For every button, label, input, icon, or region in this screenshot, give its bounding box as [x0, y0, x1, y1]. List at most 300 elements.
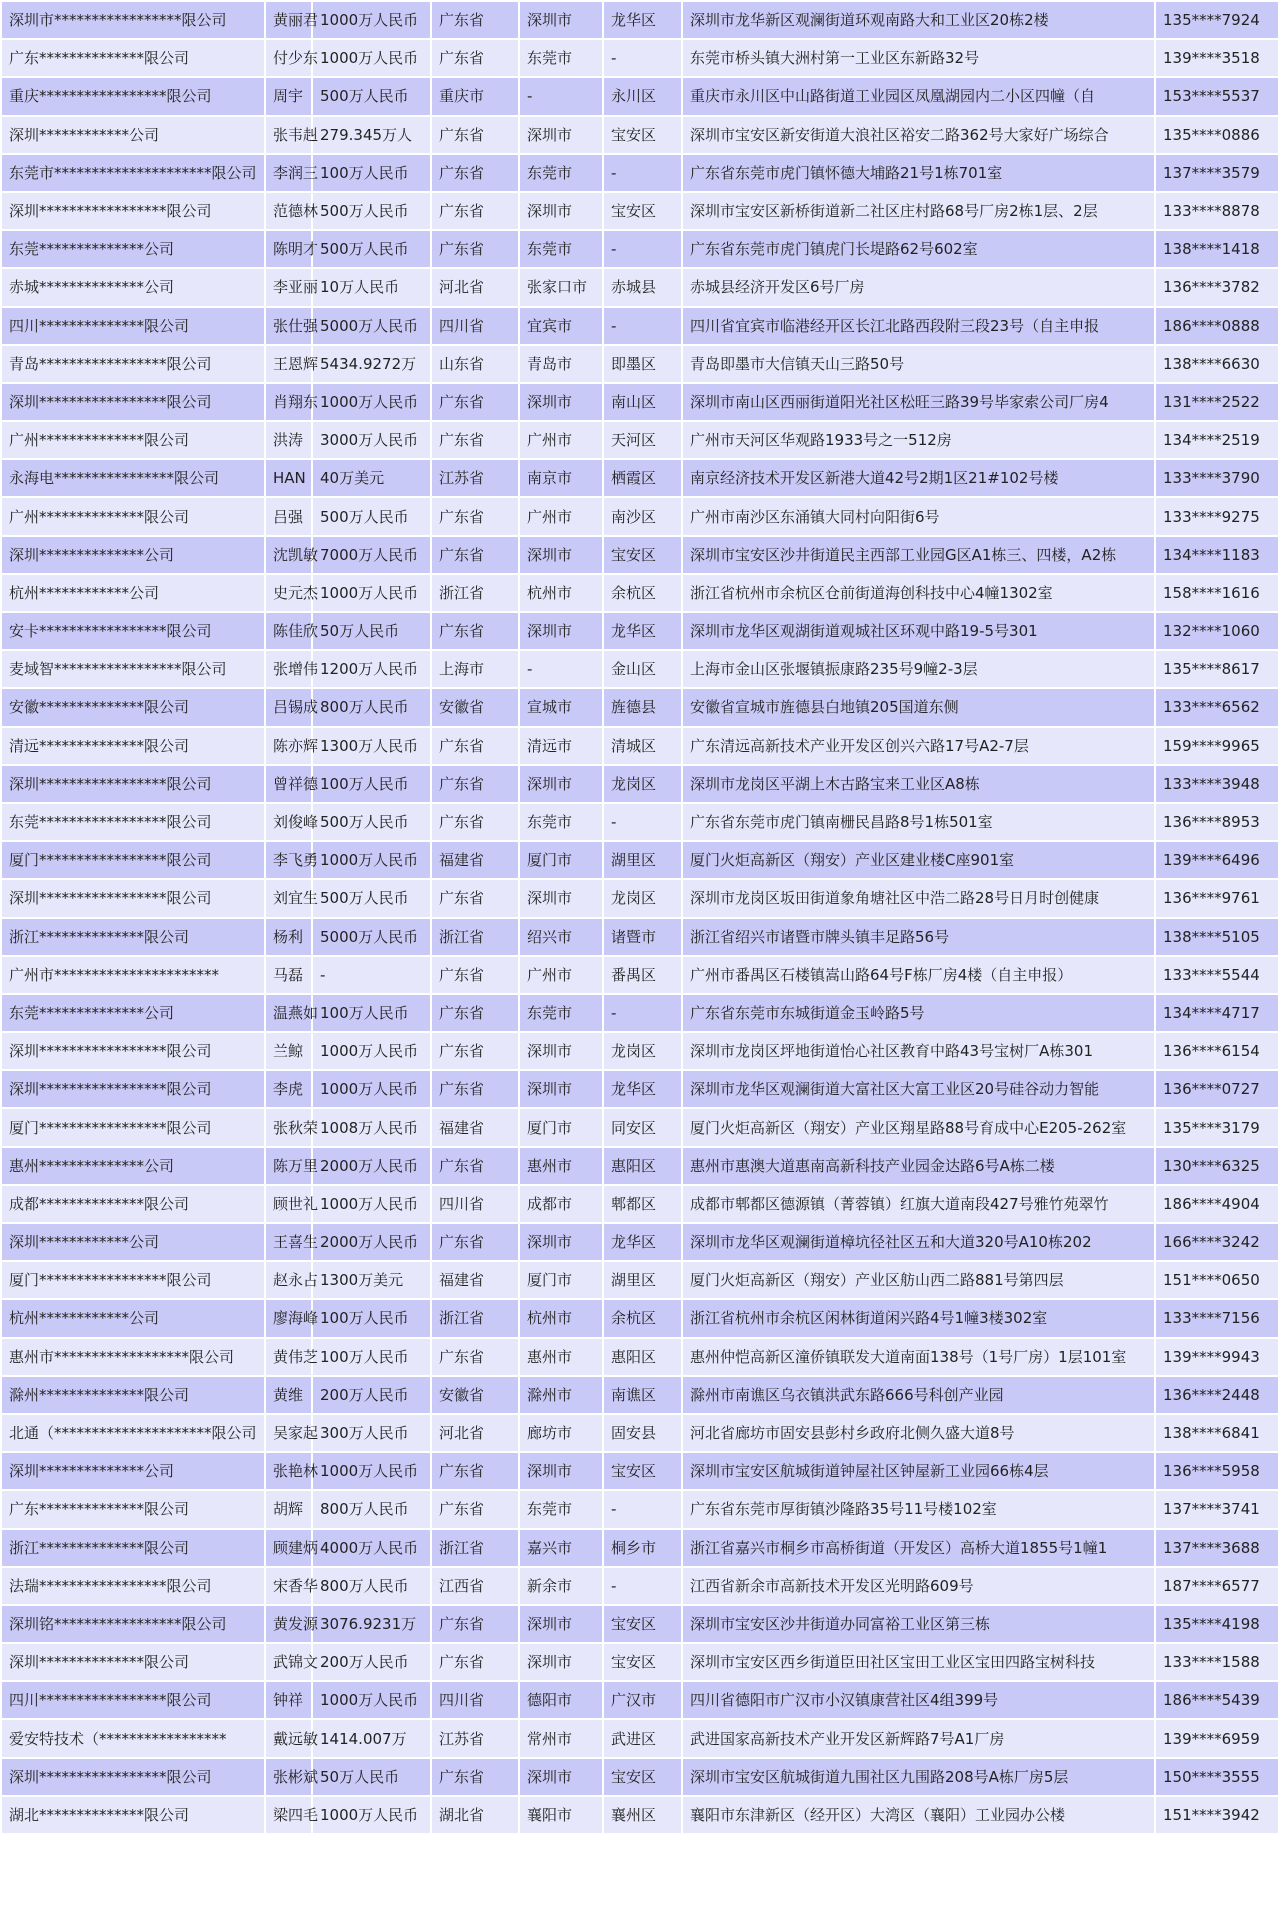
table-row	[2, 1224, 1278, 1260]
province-cell: 江苏省	[432, 1720, 518, 1756]
city-cell: 深圳市	[520, 117, 602, 153]
legal-person-cell: 赵永占	[266, 1262, 311, 1298]
address-cell: 惠州仲恺高新区潼侨镇联发大道南面138号（1号厂房）1层101室	[683, 1339, 1154, 1375]
district-cell: 郫都区	[604, 1186, 681, 1222]
legal-person-cell: 史元杰	[266, 575, 311, 611]
registered-capital-cell: 5000万人民币	[313, 308, 430, 344]
table-row	[2, 155, 1278, 191]
company-name-cell: 深圳************公司	[2, 1224, 264, 1260]
legal-person-cell: 陈亦辉	[266, 728, 311, 764]
registered-capital-cell: 3076.9231万	[313, 1606, 430, 1642]
legal-person-cell: 杨利	[266, 919, 311, 955]
phone-cell: 135****4198	[1156, 1606, 1278, 1642]
city-cell: 深圳市	[520, 193, 602, 229]
registered-capital-cell: 1000万人民币	[313, 2, 430, 38]
legal-person-cell: 李飞勇	[266, 842, 311, 878]
city-cell: 深圳市	[520, 2, 602, 38]
table-row	[2, 1300, 1278, 1336]
address-cell: 广东省东莞市东城街道金玉岭路5号	[683, 995, 1154, 1031]
phone-cell: 133****3948	[1156, 766, 1278, 802]
phone-cell: 136****3782	[1156, 269, 1278, 305]
address-cell: 深圳市宝安区新安街道大浪社区裕安二路362号大家好广场综合	[683, 117, 1154, 153]
legal-person-cell: 范德林	[266, 193, 311, 229]
district-cell: 金山区	[604, 651, 681, 687]
registered-capital-cell: 1000万人民币	[313, 384, 430, 420]
company-name-cell: 清远**************限公司	[2, 728, 264, 764]
company-name-cell: 广东**************限公司	[2, 1491, 264, 1527]
district-cell: 南谯区	[604, 1377, 681, 1413]
table-row	[2, 613, 1278, 649]
city-cell: -	[520, 78, 602, 114]
phone-cell: 136****2448	[1156, 1377, 1278, 1413]
city-cell: 成都市	[520, 1186, 602, 1222]
legal-person-cell: 王恩辉	[266, 346, 311, 382]
table-row	[2, 193, 1278, 229]
company-name-cell: 安徽**************限公司	[2, 689, 264, 725]
phone-cell: 136****8953	[1156, 804, 1278, 840]
legal-person-cell: 沈凯敏	[266, 537, 311, 573]
district-cell: 宝安区	[604, 537, 681, 573]
registered-capital-cell: 200万人民币	[313, 1644, 430, 1680]
address-cell: 深圳市宝安区沙井街道民主西部工业园G区A1栋三、四楼，A2栋	[683, 537, 1154, 573]
phone-cell: 138****6630	[1156, 346, 1278, 382]
city-cell: 东莞市	[520, 804, 602, 840]
phone-cell: 136****9761	[1156, 880, 1278, 916]
phone-cell: 134****2519	[1156, 422, 1278, 458]
district-cell: 龙华区	[604, 1224, 681, 1260]
company-name-cell: 惠州**************公司	[2, 1148, 264, 1184]
city-cell: 德阳市	[520, 1682, 602, 1718]
address-cell: 深圳市龙岗区平湖上木古路宝来工业区A8栋	[683, 766, 1154, 802]
city-cell: 厦门市	[520, 1109, 602, 1145]
phone-cell: 134****1183	[1156, 537, 1278, 573]
province-cell: 广东省	[432, 766, 518, 802]
phone-cell: 187****6577	[1156, 1568, 1278, 1604]
address-cell: 滁州市南谯区乌衣镇洪武东路666号科创产业园	[683, 1377, 1154, 1413]
province-cell: 广东省	[432, 231, 518, 267]
legal-person-cell: 黄发源	[266, 1606, 311, 1642]
company-name-cell: 深圳*****************限公司	[2, 1071, 264, 1107]
legal-person-cell: 王喜生	[266, 1224, 311, 1260]
district-cell: 同安区	[604, 1109, 681, 1145]
company-name-cell: 湖北**************限公司	[2, 1797, 264, 1833]
company-name-cell: 北通（*********************限公司	[2, 1415, 264, 1451]
legal-person-cell: 刘俊峰	[266, 804, 311, 840]
district-cell: 即墨区	[604, 346, 681, 382]
legal-person-cell: 刘宜生	[266, 880, 311, 916]
legal-person-cell: 宋香华	[266, 1568, 311, 1604]
city-cell: 广州市	[520, 422, 602, 458]
district-cell: 惠阳区	[604, 1148, 681, 1184]
city-cell: 廊坊市	[520, 1415, 602, 1451]
company-name-cell: 滁州**************限公司	[2, 1377, 264, 1413]
legal-person-cell: 李亚丽	[266, 269, 311, 305]
company-name-cell: 深圳*****************限公司	[2, 1759, 264, 1795]
registered-capital-cell: 100万人民币	[313, 766, 430, 802]
phone-cell: 133****9275	[1156, 498, 1278, 534]
district-cell: 旌德县	[604, 689, 681, 725]
district-cell: 广汉市	[604, 1682, 681, 1718]
province-cell: 重庆市	[432, 78, 518, 114]
phone-cell: 186****4904	[1156, 1186, 1278, 1222]
district-cell: 宝安区	[604, 117, 681, 153]
registered-capital-cell: 100万人民币	[313, 995, 430, 1031]
city-cell: 厦门市	[520, 1262, 602, 1298]
legal-person-cell: 张增伟	[266, 651, 311, 687]
district-cell: 湖里区	[604, 1262, 681, 1298]
address-cell: 深圳市龙华新区观澜街道环观南路大和工业区20栋2楼	[683, 2, 1154, 38]
legal-person-cell: 顾建炳	[266, 1530, 311, 1566]
phone-cell: 135****3179	[1156, 1109, 1278, 1145]
address-cell: 广东清远高新技术产业开发区创兴六路17号A2-7层	[683, 728, 1154, 764]
address-cell: 武进国家高新技术产业开发区新辉路7号A1厂房	[683, 1720, 1154, 1756]
company-name-cell: 东莞**************公司	[2, 231, 264, 267]
registered-capital-cell: 1008万人民币	[313, 1109, 430, 1145]
registered-capital-cell: 5434.9272万	[313, 346, 430, 382]
address-cell: 深圳市龙岗区坂田街道象角塘社区中浩二路28号日月时创健康	[683, 880, 1154, 916]
province-cell: 福建省	[432, 842, 518, 878]
table-row	[2, 422, 1278, 458]
table-row	[2, 575, 1278, 611]
company-name-cell: 深圳*****************限公司	[2, 384, 264, 420]
district-cell: 湖里区	[604, 842, 681, 878]
registered-capital-cell: 1200万人民币	[313, 651, 430, 687]
district-cell: -	[604, 308, 681, 344]
address-cell: 安徽省宣城市旌德县白地镇205国道东侧	[683, 689, 1154, 725]
legal-person-cell: 曾祥德	[266, 766, 311, 802]
table-row	[2, 308, 1278, 344]
registered-capital-cell: 1300万人民币	[313, 728, 430, 764]
company-name-cell: 广州**************限公司	[2, 498, 264, 534]
legal-person-cell: 张彬斌	[266, 1759, 311, 1795]
phone-cell: 133****8878	[1156, 193, 1278, 229]
table-row	[2, 1262, 1278, 1298]
phone-cell: 133****6562	[1156, 689, 1278, 725]
address-cell: 浙江省杭州市余杭区仓前街道海创科技中心4幢1302室	[683, 575, 1154, 611]
table-row	[2, 1530, 1278, 1566]
province-cell: 广东省	[432, 880, 518, 916]
phone-cell: 153****5537	[1156, 78, 1278, 114]
registered-capital-cell: 500万人民币	[313, 193, 430, 229]
address-cell: 广东省东莞市厚街镇沙隆路35号11号楼102室	[683, 1491, 1154, 1527]
city-cell: 宜宾市	[520, 308, 602, 344]
address-cell: 厦门火炬高新区（翔安）产业区翔星路88号育成中心E205-262室	[683, 1109, 1154, 1145]
address-cell: 成都市郫都区德源镇（菁蓉镇）红旗大道南段427号雅竹苑翠竹	[683, 1186, 1154, 1222]
table-row	[2, 1033, 1278, 1069]
address-cell: 广州市南沙区东涌镇大同村向阳街6号	[683, 498, 1154, 534]
province-cell: 广东省	[432, 1759, 518, 1795]
city-cell: 深圳市	[520, 1453, 602, 1489]
phone-cell: 136****5958	[1156, 1453, 1278, 1489]
registered-capital-cell: 500万人民币	[313, 498, 430, 534]
legal-person-cell: 洪涛	[266, 422, 311, 458]
city-cell: 惠州市	[520, 1148, 602, 1184]
company-name-cell: 厦门*****************限公司	[2, 1109, 264, 1145]
legal-person-cell: 李润三	[266, 155, 311, 191]
address-cell: 深圳市宝安区航城街道钟屋社区钟屋新工业园66栋4层	[683, 1453, 1154, 1489]
address-cell: 赤城县经济开发区6号厂房	[683, 269, 1154, 305]
province-cell: 广东省	[432, 1606, 518, 1642]
company-name-cell: 深圳**************限公司	[2, 1644, 264, 1680]
province-cell: 广东省	[432, 1644, 518, 1680]
company-name-cell: 杭州************公司	[2, 575, 264, 611]
province-cell: 广东省	[432, 613, 518, 649]
legal-person-cell: 吴家起	[266, 1415, 311, 1451]
phone-cell: 133****3790	[1156, 460, 1278, 496]
district-cell: 番禺区	[604, 957, 681, 993]
city-cell: 杭州市	[520, 575, 602, 611]
phone-cell: 135****8617	[1156, 651, 1278, 687]
registered-capital-cell: 1000万人民币	[313, 1033, 430, 1069]
registered-capital-cell: 40万美元	[313, 460, 430, 496]
district-cell: 南山区	[604, 384, 681, 420]
province-cell: 广东省	[432, 155, 518, 191]
district-cell: 宝安区	[604, 1644, 681, 1680]
company-name-cell: 爱安特技术（*****************	[2, 1720, 264, 1756]
company-name-cell: 广东**************限公司	[2, 40, 264, 76]
city-cell: 惠州市	[520, 1339, 602, 1375]
address-cell: 深圳市宝安区西乡街道臣田社区宝田工业区宝田四路宝树科技	[683, 1644, 1154, 1680]
district-cell: 诸暨市	[604, 919, 681, 955]
address-cell: 上海市金山区张堰镇振康路235号9幢2-3层	[683, 651, 1154, 687]
city-cell: 深圳市	[520, 880, 602, 916]
legal-person-cell: 武锦文	[266, 1644, 311, 1680]
table-row	[2, 1186, 1278, 1222]
district-cell: 龙华区	[604, 2, 681, 38]
legal-person-cell: 黄丽君	[266, 2, 311, 38]
company-name-cell: 麦域智*****************限公司	[2, 651, 264, 687]
address-cell: 深圳市宝安区沙井街道办同富裕工业区第三栋	[683, 1606, 1154, 1642]
province-cell: 广东省	[432, 957, 518, 993]
legal-person-cell: 付少东	[266, 40, 311, 76]
legal-person-cell: 张仕强	[266, 308, 311, 344]
registered-capital-cell: 300万人民币	[313, 1415, 430, 1451]
address-cell: 四川省德阳市广汉市小汉镇康营社区4组399号	[683, 1682, 1154, 1718]
phone-cell: 138****1418	[1156, 231, 1278, 267]
district-cell: 宝安区	[604, 1606, 681, 1642]
province-cell: 广东省	[432, 384, 518, 420]
province-cell: 广东省	[432, 422, 518, 458]
city-cell: -	[520, 651, 602, 687]
province-cell: 广东省	[432, 537, 518, 573]
address-cell: 广州市天河区华观路1933号之一512房	[683, 422, 1154, 458]
table-row	[2, 1148, 1278, 1184]
province-cell: 广东省	[432, 1453, 518, 1489]
table-row	[2, 957, 1278, 993]
company-name-cell: 惠州市******************限公司	[2, 1339, 264, 1375]
city-cell: 杭州市	[520, 1300, 602, 1336]
registered-capital-cell: 1000万人民币	[313, 1453, 430, 1489]
company-name-cell: 浙江**************限公司	[2, 1530, 264, 1566]
province-cell: 广东省	[432, 40, 518, 76]
district-cell: 赤城县	[604, 269, 681, 305]
province-cell: 江苏省	[432, 460, 518, 496]
city-cell: 深圳市	[520, 537, 602, 573]
registered-capital-cell: 1000万人民币	[313, 1071, 430, 1107]
table-row	[2, 1071, 1278, 1107]
address-cell: 青岛即墨市大信镇天山三路50号	[683, 346, 1154, 382]
registered-capital-cell: 50万人民币	[313, 1759, 430, 1795]
district-cell: 天河区	[604, 422, 681, 458]
address-cell: 深圳市宝安区航城街道九围社区九围路208号A栋厂房5层	[683, 1759, 1154, 1795]
district-cell: 龙华区	[604, 613, 681, 649]
phone-cell: 139****6496	[1156, 842, 1278, 878]
city-cell: 深圳市	[520, 1759, 602, 1795]
district-cell: 惠阳区	[604, 1339, 681, 1375]
address-cell: 浙江省绍兴市诸暨市牌头镇丰足路56号	[683, 919, 1154, 955]
phone-cell: 150****3555	[1156, 1759, 1278, 1795]
province-cell: 安徽省	[432, 1377, 518, 1413]
province-cell: 广东省	[432, 995, 518, 1031]
district-cell: 龙华区	[604, 1071, 681, 1107]
city-cell: 深圳市	[520, 384, 602, 420]
city-cell: 深圳市	[520, 1224, 602, 1260]
company-name-cell: 厦门*****************限公司	[2, 1262, 264, 1298]
registered-capital-cell: 100万人民币	[313, 1300, 430, 1336]
registered-capital-cell: 1000万人民币	[313, 1797, 430, 1833]
registered-capital-cell: 2000万人民币	[313, 1224, 430, 1260]
company-name-cell: 深圳************公司	[2, 117, 264, 153]
company-name-cell: 广州市**********************	[2, 957, 264, 993]
legal-person-cell: 张艳林	[266, 1453, 311, 1489]
legal-person-cell: 戴远敏	[266, 1720, 311, 1756]
address-cell: 深圳市龙华区观澜街道樟坑径社区五和大道320号A10栋202	[683, 1224, 1154, 1260]
table-row	[2, 1644, 1278, 1680]
district-cell: 清城区	[604, 728, 681, 764]
city-cell: 深圳市	[520, 613, 602, 649]
address-cell: 重庆市永川区中山路街道工业园区凤凰湖园内二小区四幢（自	[683, 78, 1154, 114]
table-row	[2, 346, 1278, 382]
registered-capital-cell: 200万人民币	[313, 1377, 430, 1413]
phone-cell: 138****5105	[1156, 919, 1278, 955]
registered-capital-cell: 50万人民币	[313, 613, 430, 649]
province-cell: 广东省	[432, 1033, 518, 1069]
phone-cell: 134****4717	[1156, 995, 1278, 1031]
legal-person-cell: 廖海峰	[266, 1300, 311, 1336]
address-cell: 厦门火炬高新区（翔安）产业区舫山西二路881号第四层	[683, 1262, 1154, 1298]
legal-person-cell: 胡辉	[266, 1491, 311, 1527]
phone-cell: 133****7156	[1156, 1300, 1278, 1336]
table-row	[2, 880, 1278, 916]
legal-person-cell: 张秋荣	[266, 1109, 311, 1145]
phone-cell: 135****7924	[1156, 2, 1278, 38]
address-cell: 襄阳市东津新区（经开区）大湾区（襄阳）工业园办公楼	[683, 1797, 1154, 1833]
table-row	[2, 40, 1278, 76]
legal-person-cell: 吕锡成	[266, 689, 311, 725]
table-row	[2, 804, 1278, 840]
legal-person-cell: 顾世礼	[266, 1186, 311, 1222]
registered-capital-cell: 500万人民币	[313, 804, 430, 840]
table-row	[2, 1682, 1278, 1718]
phone-cell: 166****3242	[1156, 1224, 1278, 1260]
province-cell: 安徽省	[432, 689, 518, 725]
city-cell: 南京市	[520, 460, 602, 496]
province-cell: 江西省	[432, 1568, 518, 1604]
table-row	[2, 651, 1278, 687]
registered-capital-cell: 5000万人民币	[313, 919, 430, 955]
phone-cell: 130****6325	[1156, 1148, 1278, 1184]
district-cell: 余杭区	[604, 575, 681, 611]
table-row	[2, 1797, 1278, 1833]
phone-cell: 138****6841	[1156, 1415, 1278, 1451]
province-cell: 广东省	[432, 1148, 518, 1184]
company-name-cell: 杭州************公司	[2, 1300, 264, 1336]
province-cell: 山东省	[432, 346, 518, 382]
company-name-cell: 深圳**************公司	[2, 537, 264, 573]
registered-capital-cell: 1000万人民币	[313, 575, 430, 611]
address-cell: 东莞市桥头镇大洲村第一工业区东新路32号	[683, 40, 1154, 76]
company-name-cell: 永海电****************限公司	[2, 460, 264, 496]
phone-cell: 137****3579	[1156, 155, 1278, 191]
province-cell: 广东省	[432, 193, 518, 229]
table-row	[2, 1568, 1278, 1604]
address-cell: 深圳市龙岗区坪地街道怡心社区教育中路43号宝树厂A栋301	[683, 1033, 1154, 1069]
province-cell: 广东省	[432, 1339, 518, 1375]
city-cell: 东莞市	[520, 1491, 602, 1527]
registered-capital-cell: -	[313, 957, 430, 993]
table-row	[2, 384, 1278, 420]
province-cell: 广东省	[432, 804, 518, 840]
company-name-cell: 深圳*****************限公司	[2, 1033, 264, 1069]
city-cell: 东莞市	[520, 231, 602, 267]
phone-cell: 158****1616	[1156, 575, 1278, 611]
province-cell: 四川省	[432, 308, 518, 344]
legal-person-cell: 黄维	[266, 1377, 311, 1413]
city-cell: 广州市	[520, 957, 602, 993]
district-cell: 龙岗区	[604, 1033, 681, 1069]
address-cell: 深圳市龙华区观湖街道观城社区环观中路19-5号301	[683, 613, 1154, 649]
address-cell: 深圳市宝安区新桥街道新二社区庄村路68号厂房2栋1层、2层	[683, 193, 1154, 229]
address-cell: 广州市番禺区石楼镇嵩山路64号F栋厂房4楼（自主申报）	[683, 957, 1154, 993]
table-row	[2, 1453, 1278, 1489]
city-cell: 深圳市	[520, 1644, 602, 1680]
company-name-cell: 四川**************限公司	[2, 308, 264, 344]
district-cell: -	[604, 155, 681, 191]
province-cell: 上海市	[432, 651, 518, 687]
registered-capital-cell: 1000万人民币	[313, 842, 430, 878]
phone-cell: 136****6154	[1156, 1033, 1278, 1069]
registered-capital-cell: 800万人民币	[313, 1491, 430, 1527]
legal-person-cell: HAN	[266, 460, 311, 496]
phone-cell: 137****3741	[1156, 1491, 1278, 1527]
company-name-cell: 青岛*****************限公司	[2, 346, 264, 382]
legal-person-cell: 黄伟芝	[266, 1339, 311, 1375]
city-cell: 深圳市	[520, 1606, 602, 1642]
district-cell: 固安县	[604, 1415, 681, 1451]
legal-person-cell: 吕强	[266, 498, 311, 534]
city-cell: 滁州市	[520, 1377, 602, 1413]
address-cell: 江西省新余市高新技术开发区光明路609号	[683, 1568, 1154, 1604]
legal-person-cell: 肖翔东	[266, 384, 311, 420]
province-cell: 浙江省	[432, 1530, 518, 1566]
table-row	[2, 231, 1278, 267]
legal-person-cell: 梁四毛	[266, 1797, 311, 1833]
district-cell: 桐乡市	[604, 1530, 681, 1566]
province-cell: 浙江省	[432, 1300, 518, 1336]
phone-cell: 151****3942	[1156, 1797, 1278, 1833]
legal-person-cell: 李虎	[266, 1071, 311, 1107]
province-cell: 河北省	[432, 1415, 518, 1451]
district-cell: 宝安区	[604, 1759, 681, 1795]
province-cell: 广东省	[432, 1071, 518, 1107]
district-cell: 宝安区	[604, 193, 681, 229]
table-row	[2, 1720, 1278, 1756]
registered-capital-cell: 100万人民币	[313, 1339, 430, 1375]
legal-person-cell: 温燕如	[266, 995, 311, 1031]
company-name-cell: 东莞市*********************限公司	[2, 155, 264, 191]
district-cell: 武进区	[604, 1720, 681, 1756]
company-name-cell: 重庆*****************限公司	[2, 78, 264, 114]
